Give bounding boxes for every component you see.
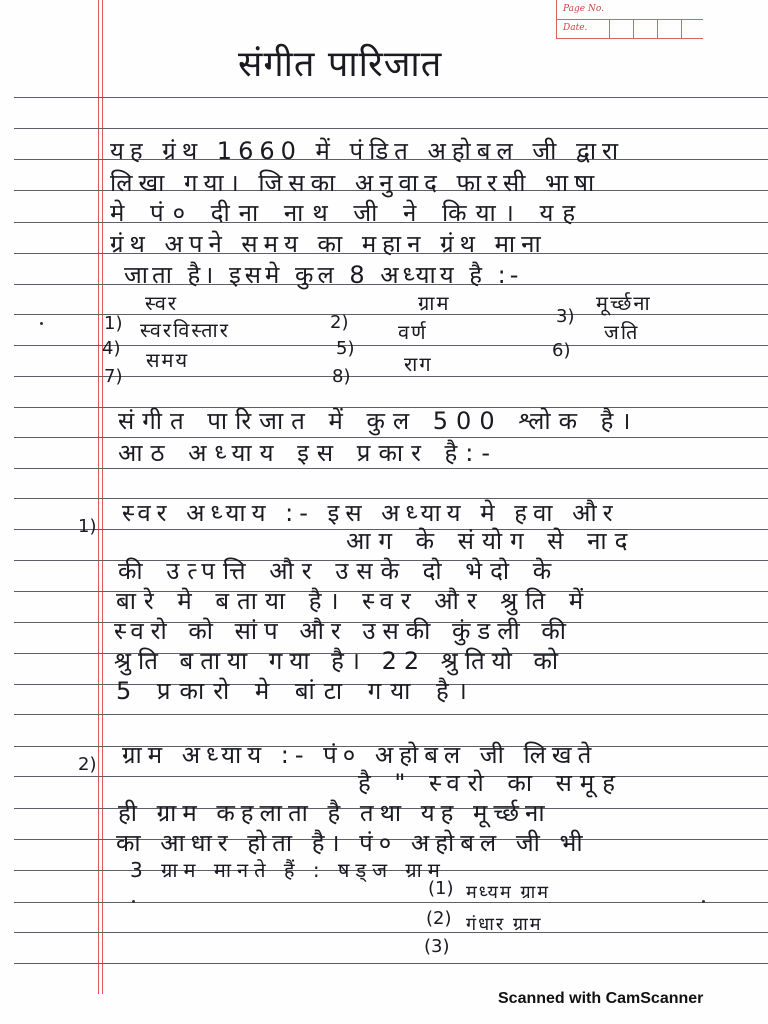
section2-line: का आधार होता है। पं० अहोबल जी भी — [116, 829, 589, 857]
section1-line: स्वर अध्याय :- इस अध्याय मे हवा और — [122, 499, 619, 527]
section-number: 2) — [78, 754, 97, 775]
section1-line: 5 प्रकारो मे बांटा गया है। — [116, 677, 476, 705]
intro-line: मे पं० दीना नाथ जी ने किया। यह — [110, 199, 585, 227]
page-no-label: Page No. — [557, 0, 703, 20]
gram-list-number: (1) — [428, 878, 454, 899]
section2-line: ही ग्राम कहलाता है तथा यह मूर्च्छना — [118, 799, 551, 827]
section1-line: आग के संयोग से नाद — [346, 527, 636, 555]
chapter-number: 4) — [102, 338, 121, 359]
rule-line — [14, 345, 768, 346]
rule-line — [14, 376, 768, 377]
gram-list-item: गंधार ग्राम — [466, 914, 543, 935]
chapter-item: राग — [404, 352, 433, 376]
chapter-item: स्वर — [145, 291, 179, 315]
rule-line — [14, 932, 768, 933]
summary-line: आठ अध्याय इस प्रकार है:- — [118, 439, 499, 467]
summary-line: संगीत पारिजात में कुल 500 श्लोक है। — [118, 407, 639, 435]
chapter-number: 2) — [330, 312, 349, 333]
chapter-item: ग्राम — [418, 291, 451, 315]
stray-mark — [132, 900, 135, 903]
chapter-number: 6) — [552, 340, 571, 361]
intro-line: लिखा गया। जिसका अनुवाद फारसी भाषा — [110, 169, 601, 197]
chapter-item: समय — [146, 348, 190, 372]
scanner-watermark: Scanned with CamScanner — [498, 990, 704, 1007]
gram-list-number: (2) — [426, 908, 452, 929]
gram-list-item: मध्यम ग्राम — [466, 882, 551, 903]
stray-mark — [702, 900, 705, 903]
rule-line — [14, 128, 768, 129]
chapter-item: वर्ण — [398, 320, 428, 344]
intro-line: यह ग्रंथ 1660 में पंडित अहोबल जी द्वारा — [110, 137, 625, 165]
section2-line: 3 ग्राम मानते हैं : षड्ज ग्राम — [130, 858, 446, 882]
stray-mark — [40, 322, 43, 325]
margin-line — [102, 0, 103, 994]
chapter-number: 3) — [556, 306, 575, 327]
section-number: 1) — [78, 516, 97, 537]
section1-line: की उत्पत्ति और उसके दो भेदो के — [118, 557, 560, 585]
section1-line: स्वरो को सांप और उसकी कुंडली की — [114, 617, 574, 645]
rule-line — [14, 963, 768, 964]
section1-line: श्रुति बताया गया है। 22 श्रुतियो को — [114, 647, 566, 675]
rule-line — [14, 97, 768, 98]
gram-list-number: (3) — [424, 936, 450, 957]
page-date-box — [556, 0, 703, 39]
chapter-item: जति — [604, 320, 640, 344]
section2-line: ग्राम अध्याय :- पं० अहोबल जी लिखते — [122, 741, 598, 769]
margin-line — [98, 0, 99, 994]
intro-line: ग्रंथ अपने समय का महान ग्रंथ माना — [110, 230, 547, 258]
section2-line: है " स्वरो का समूह — [358, 769, 623, 797]
chapter-number: 1) — [104, 313, 123, 334]
chapter-number: 8) — [332, 366, 351, 387]
rule-line — [14, 314, 768, 315]
intro-line: जाता है। इसमे कुल 8 अध्याय है :- — [124, 261, 523, 289]
chapter-item: स्वरविस्तार — [140, 318, 230, 342]
section1-line: बारे मे बताया है। स्वर और श्रुति में — [116, 587, 592, 615]
rule-line — [14, 902, 768, 903]
chapter-item: मूर्च्छना — [596, 291, 652, 315]
chapter-number: 7) — [104, 366, 123, 387]
chapter-number: 5) — [336, 338, 355, 359]
rule-line — [14, 714, 768, 715]
date-label: Date. — [563, 23, 588, 33]
page-title: संगीत पारिजात — [238, 44, 443, 85]
